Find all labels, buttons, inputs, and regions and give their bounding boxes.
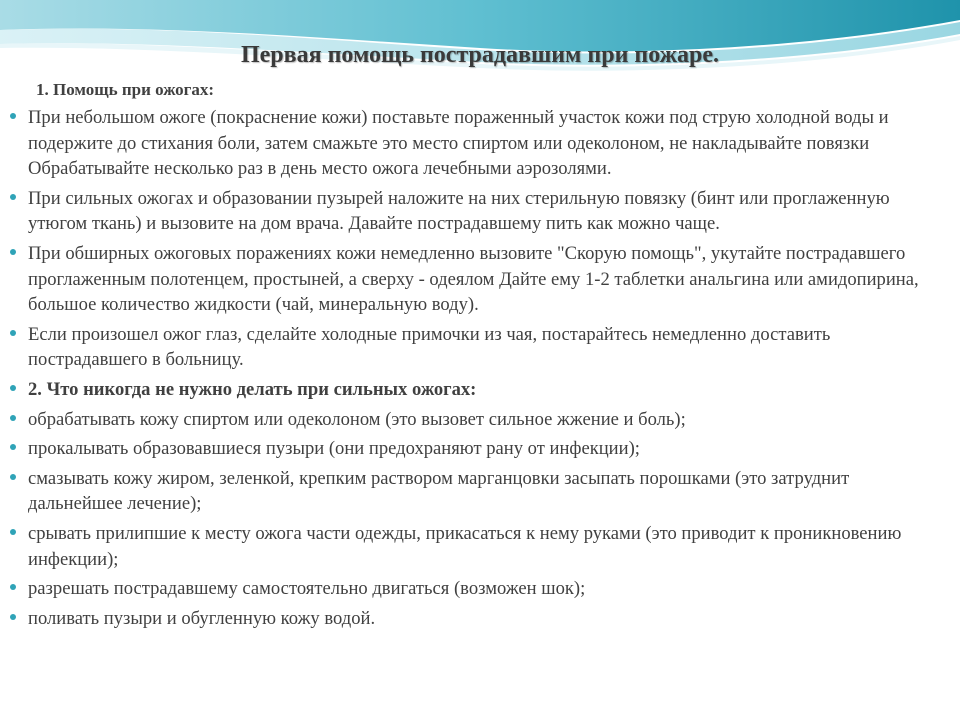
bullet-item [8, 241, 948, 318]
bullet-dot-icon [10, 444, 16, 450]
bullet-item [8, 186, 948, 237]
bullet-list [8, 105, 948, 631]
bullet-text: обрабатывать кожу спиртом или одеколоном (это вызовет сильное жжение и боль); [28, 408, 686, 430]
bullet-dot-icon [10, 415, 16, 421]
bullet-dot-icon [10, 194, 16, 200]
bullet-text: смазывать кожу жиром, зеленкой, крепким раствором марганцовки засыпать порошками (это затруднит дальнейшее лечение); [28, 467, 850, 515]
bullet-item [8, 407, 948, 433]
bullet-dot-icon [10, 529, 16, 535]
bullet-text: При обширных ожоговых поражениях кожи немедленно вызовите "Скорую помощь", укутайте пострадавшего проглаженным полотенцем, простыней, а сверху - одеялом Дайте ему 1-2 таблетки анальгина или амидопирина, большое количество жидкости (чай, минеральную воду). [28, 242, 919, 316]
bullet-dot-icon [10, 330, 16, 336]
bullet-dot-icon [10, 584, 16, 590]
bullet-item [8, 466, 948, 517]
bullet-text: срывать прилипшие к месту ожога части одежды, прикасаться к нему руками (это приводит к проникновению инфекции); [28, 522, 902, 570]
bullet-text: При сильных ожогах и образовании пузырей наложите на них стерильную повязку (бинт или проглаженную утюгом ткань) и вызовите на дом врача. Давайте пострадавшему пить как можно чаще. [28, 187, 890, 235]
bullet-item [8, 521, 948, 572]
subheading: 1. Помощь при ожогах: [36, 80, 215, 99]
bullet-text: прокалывать образовавшиеся пузыри (они предохраняют рану от инфекции); [28, 438, 640, 460]
bullet-dot-icon [10, 474, 16, 480]
bullet-dot-icon [10, 113, 16, 119]
slide-content [8, 78, 948, 635]
bullet-item [8, 576, 948, 602]
bullet-item [8, 105, 948, 182]
bullet-text: разрешать пострадавшему самостоятельно двигаться (возможен шок); [28, 578, 586, 600]
bullet-item [8, 606, 948, 632]
bullet-dot-icon [10, 249, 16, 255]
bullet-text: При небольшом ожоге (покраснение кожи) поставьте пораженный участок кожи под струю холодной воды и подержите до стихания боли, затем смажьте это место спиртом или одеколоном, не накладывайте повязки Обрабатывайте несколько раз в день место ожога лечебными аэрозолями. [28, 107, 889, 180]
bullet-text: Если произошел ожог глаз, сделайте холодные примочки из чая, постарайтесь немедленно доставить пострадавшего в больницу. [28, 323, 831, 371]
bullet-item [8, 436, 948, 462]
slide-title: Первая помощь пострадавшим при пожаре. [240, 42, 720, 68]
bullet-dot-icon [10, 614, 16, 620]
bullet-dot-icon [10, 385, 16, 391]
bullet-item [8, 322, 948, 373]
bullet-text: поливать пузыри и обугленную кожу водой. [28, 607, 376, 629]
bullet-text: 2. Что никогда не нужно делать при сильных ожогах: [28, 378, 477, 400]
section-heading-bullet [8, 377, 948, 403]
